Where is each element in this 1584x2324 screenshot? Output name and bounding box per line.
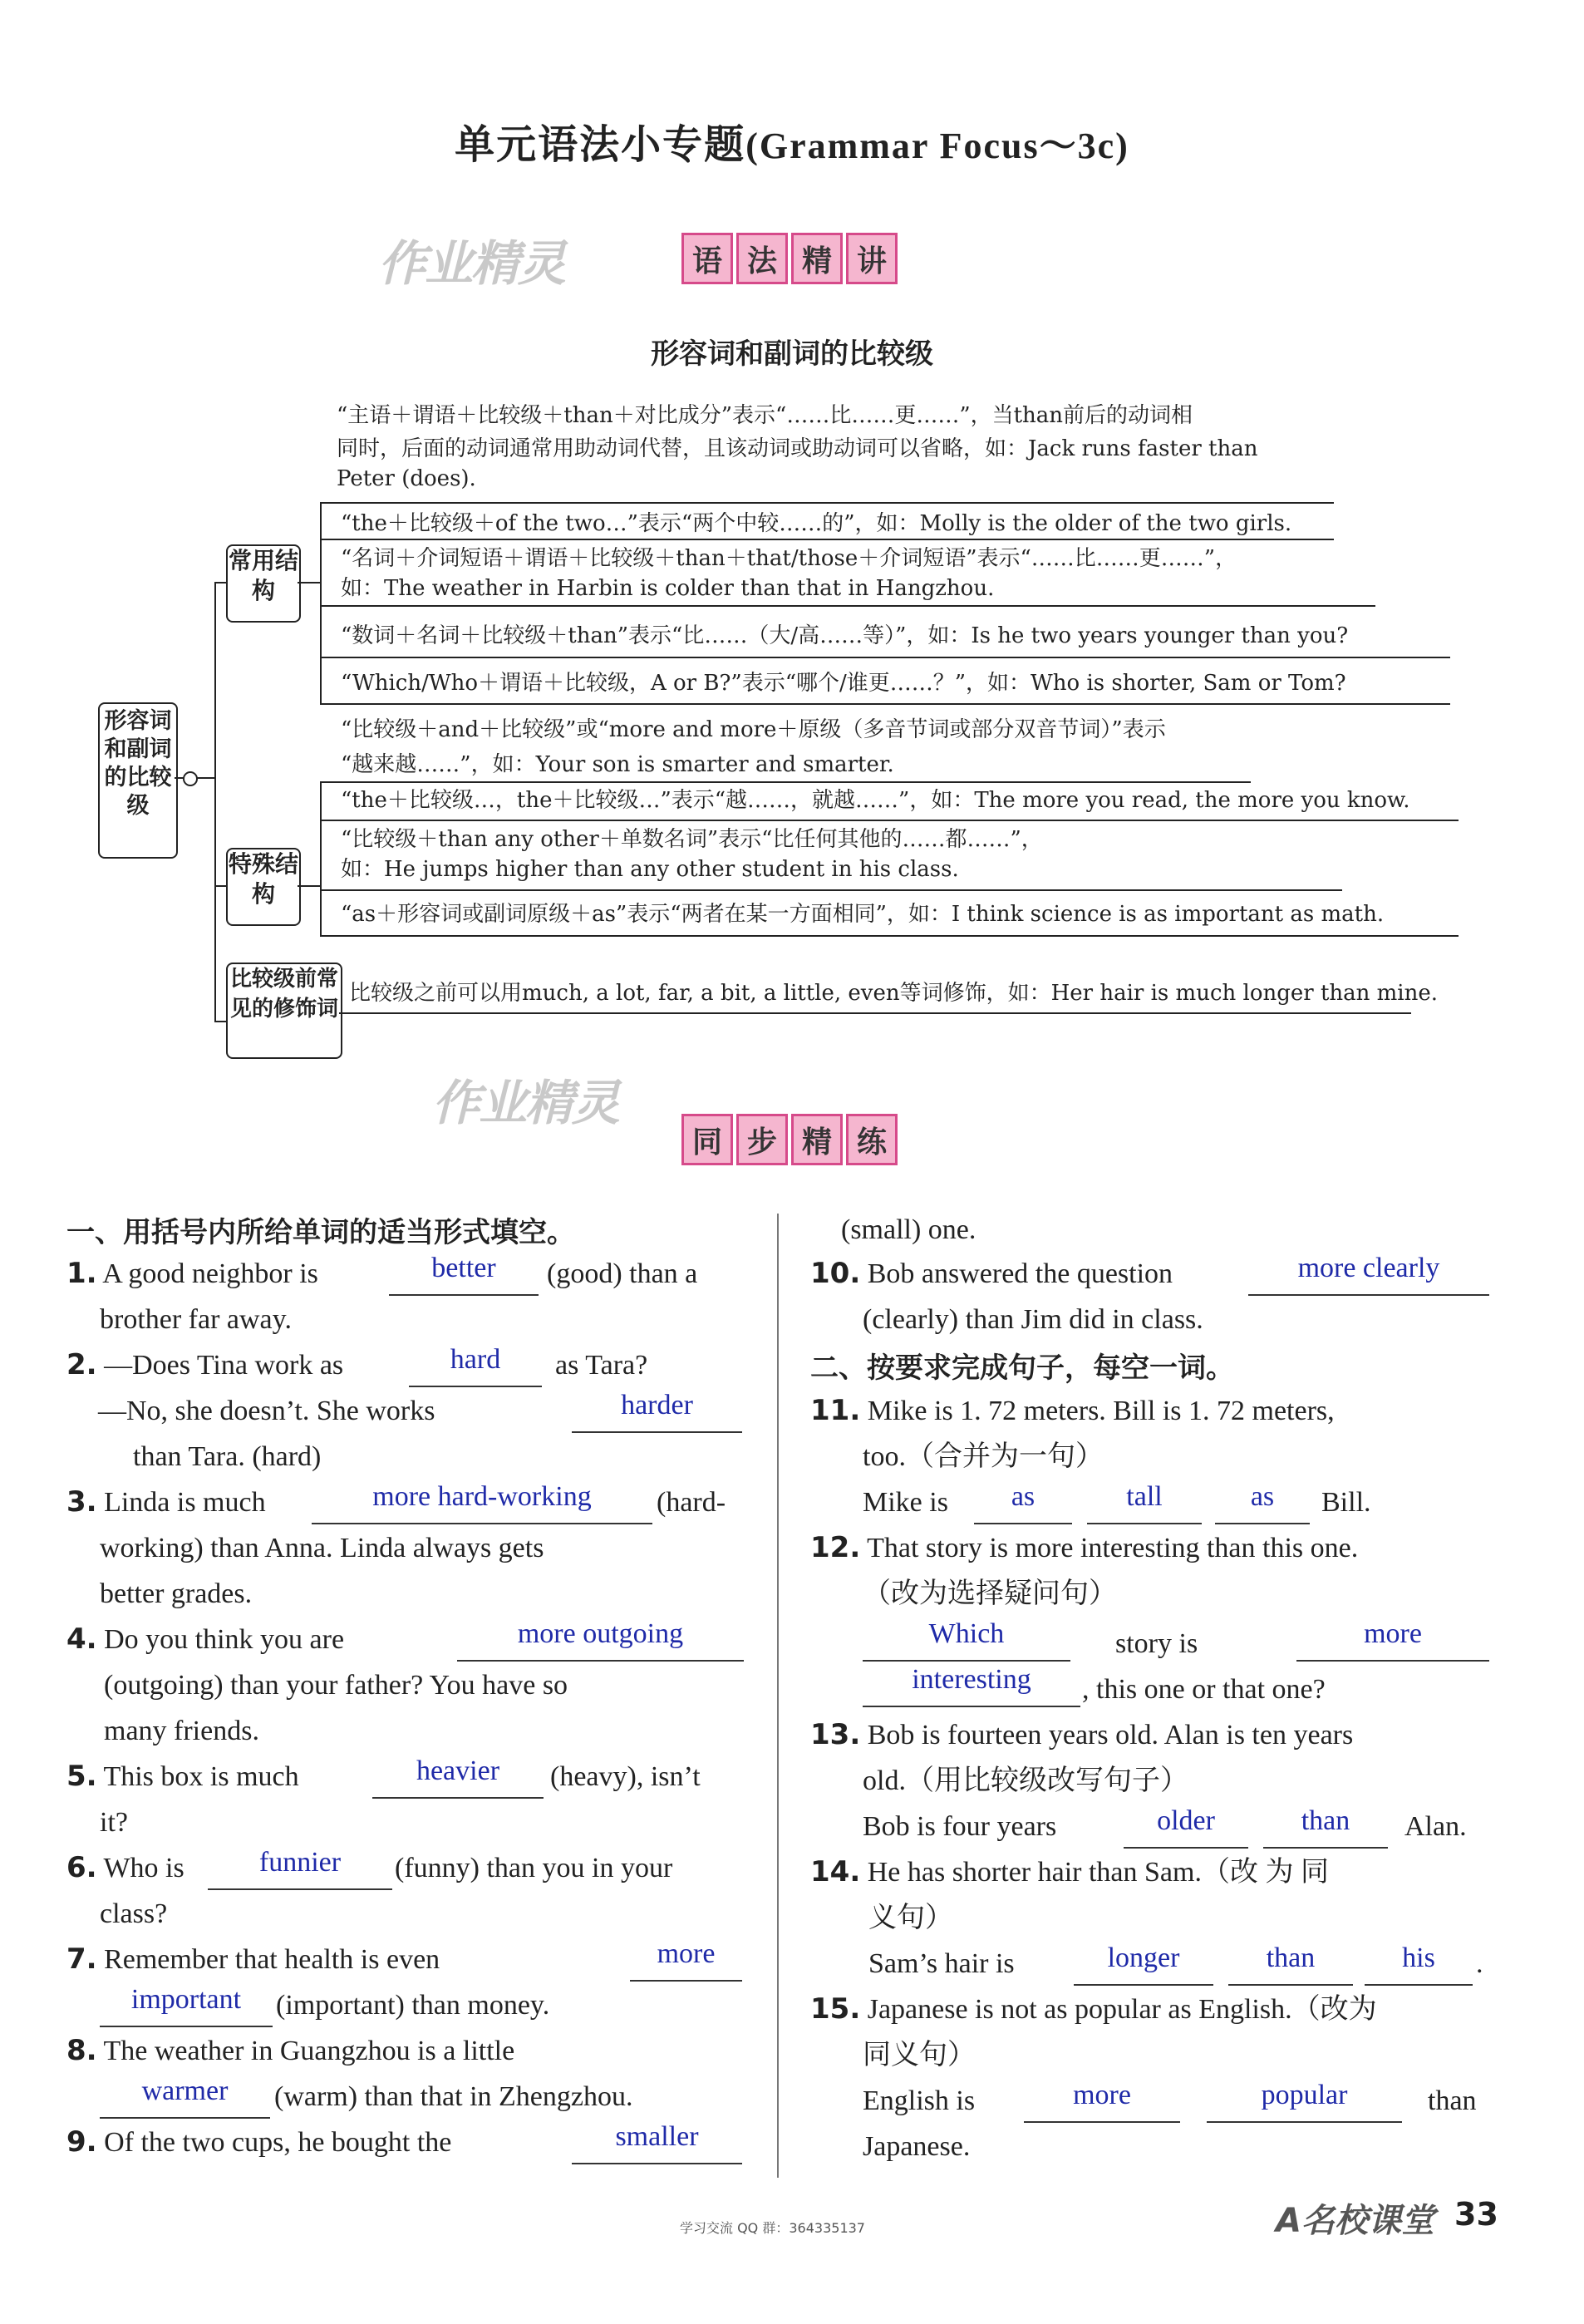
common-rule: “Which/Who＋谓语＋比较级，A or B?”表示“哪个/谁更……？”，如：Who is shorter, Sam or Tom? (341, 671, 1346, 696)
question-text: Mike is (863, 1487, 948, 1518)
question-text: (small) one. (841, 1214, 976, 1245)
question-text: (important) than money. (276, 1990, 550, 2021)
answer: more (1073, 2080, 1131, 2110)
question-text: That story is more interesting than this one. (867, 1533, 1359, 1563)
question-text: Remember that health is even (104, 1944, 440, 1975)
question-number: 1. (66, 1257, 97, 1290)
watermark-top: 作业精灵 (378, 235, 565, 292)
question-text: Alan. (1404, 1811, 1467, 1842)
question-number: 10. (810, 1257, 861, 1290)
question-text: He has shorter hair than Sam.（改 为 同 (867, 1857, 1329, 1888)
answer: more outgoing (517, 1618, 684, 1649)
common-structure-text: 常用结构 (228, 547, 298, 604)
answer: as (1011, 1481, 1036, 1512)
tag-char: 步 (736, 1114, 788, 1165)
grammar-subtitle: 形容词和副词的比较级 (651, 337, 933, 371)
answer: tall (1126, 1481, 1163, 1512)
question-number: 2. (66, 1348, 97, 1381)
question-text: Linda is much (104, 1487, 266, 1518)
question-number: 11. (810, 1394, 861, 1427)
question-number: 4. (66, 1622, 97, 1656)
question-number: 9. (66, 2125, 97, 2159)
title-english: (Grammar Focus～3c) (745, 126, 1129, 166)
tag-char: 法 (736, 233, 788, 284)
question-number: 12. (810, 1531, 861, 1564)
question-text: （改为选择疑问句） (863, 1578, 1117, 1609)
tag-char: 讲 (846, 233, 898, 284)
answer: hard (450, 1344, 501, 1375)
common-rule: “the＋比较级＋of the two…”表示“两个中较……的”，如：Molly is the older of the two girls. (341, 511, 1292, 536)
special-structure-label (226, 848, 301, 926)
part1-heading: 一、用括号内所给单词的适当形式填空。 (66, 1216, 575, 1249)
special-rule: “比较级＋than any other＋单数名词”表示“比任何其他的……都……”， (341, 827, 1043, 852)
tag-char: 语 (681, 233, 733, 284)
question-number: 6. (66, 1851, 97, 1884)
special-rule: 如：He jumps higher than any other student in his class. (341, 857, 959, 882)
question-text: Bob is fourteen years old. Alan is ten years (867, 1720, 1354, 1750)
title-chinese: 单元语法小专题 (455, 121, 746, 168)
watermark-middle: 作业精灵 (432, 1075, 619, 1131)
question-text: working) than Anna. Linda always gets (100, 1533, 544, 1563)
question-text: Japanese. (863, 2131, 971, 2162)
question-text: it? (100, 1807, 128, 1838)
question-text: Sam’s hair is (868, 1948, 1015, 1979)
answer: than (1266, 1942, 1316, 1973)
question-text: —No, she doesn’t. She works (98, 1396, 435, 1426)
answer: more hard-working (372, 1481, 592, 1512)
question-text: (warm) than that in Zhengzhou. (274, 2081, 633, 2112)
mindmap-root (98, 702, 178, 859)
question-text: (funny) than you in your (395, 1853, 673, 1883)
column-divider (777, 1214, 779, 2178)
intro-line: 同时，后面的动词通常用助动词代替，且该动词或助动词可以省略，如：Jack runs faster than (337, 436, 1258, 461)
question-text: —Does Tina work as (104, 1350, 344, 1381)
question-text: A good neighbor is (102, 1258, 318, 1289)
tag-char: 练 (846, 1114, 898, 1165)
question-text: as Tara? (555, 1350, 648, 1381)
question-number: 7. (66, 1942, 97, 1976)
answer: more clearly (1297, 1253, 1440, 1283)
modifier-label (226, 963, 342, 1059)
answer: better (431, 1253, 496, 1283)
modifier-rule: 比较级之前可以用much, a lot, far, a bit, a little, even等词修饰，如：Her hair is much longer than mine. (349, 981, 1439, 1006)
question-text: better grades. (100, 1578, 253, 1609)
tag-char: 精 (791, 233, 843, 284)
answer: than (1301, 1805, 1350, 1836)
answer: important (130, 1984, 242, 2015)
question-text: brother far away. (100, 1304, 292, 1335)
common-rule: 如：The weather in Harbin is colder than that in Hangzhou. (341, 576, 995, 601)
tag-char: 同 (681, 1114, 733, 1165)
question-number: 15. (810, 1992, 861, 2026)
question-text: This box is much (103, 1761, 299, 1792)
answer: more (1364, 1618, 1422, 1649)
question-text: class? (100, 1898, 168, 1929)
question-number: 8. (66, 2034, 97, 2067)
answer: heavier (416, 1755, 500, 1786)
question-text: 同义句） (863, 2040, 976, 2070)
special-rule: “比较级＋and＋比较级”或“more and more＋原级（多音节词或部分双音节词）”表示 (341, 717, 1166, 742)
question-text: many friends. (104, 1716, 259, 1746)
common-rule: “数词＋名词＋比较级＋than”表示“比……（大/高……等）”，如：Is he two years younger than you? (341, 623, 1349, 648)
answer: more (657, 1938, 716, 1969)
answer: longer (1107, 1942, 1180, 1973)
question-text: The weather in Guangzhou is a little (103, 2036, 515, 2066)
tag-char: 精 (791, 1114, 843, 1165)
question-number: 13. (810, 1718, 861, 1751)
intro-line: Peter (does). (337, 466, 476, 491)
practice-tag (681, 1114, 898, 1165)
common-rule: “名词＋介词短语＋谓语＋比较级＋than＋that/those＋介词短语”表示“……比……更……”， (341, 546, 1237, 571)
part2-heading: 二、按要求完成句子，每空一词。 (810, 1352, 1234, 1385)
page-number: 33 (1454, 2196, 1498, 2233)
special-structure-text: 特殊结构 (228, 850, 298, 908)
special-rule: “the＋比较级…，the＋比较级…”表示“越……，就越……”，如：The more you read, the more you know. (341, 788, 1410, 813)
question-text: Japanese is not as popular as English.（改为 (867, 1994, 1377, 2025)
question-text: Mike is 1. 72 meters. Bill is 1. 72 meters, (867, 1396, 1335, 1426)
intro-line: “主语＋谓语＋比较级＋than＋对比成分”表示“……比……更……”，当than前后的动词相 (337, 403, 1193, 428)
question-number: 5. (66, 1760, 97, 1793)
question-text: (clearly) than Jim did in class. (863, 1304, 1203, 1335)
question-text: Bob is four years (863, 1811, 1057, 1842)
question-text: too.（合并为一句） (863, 1441, 1104, 1472)
question-text: Who is (103, 1853, 184, 1883)
special-rule: “越来越……”，如：Your son is smarter and smarter. (341, 752, 894, 777)
special-rule: “as＋形容词或副词原级＋as”表示“两者在某一方面相同”，如：I think science is as important as math. (341, 902, 1385, 927)
answer: as (1250, 1481, 1275, 1512)
question-text: than (1428, 2085, 1477, 2116)
question-text: old.（用比较级改写句子） (863, 1765, 1188, 1796)
page-title (0, 112, 1584, 170)
question-text: (heavy), isn’t (550, 1761, 701, 1792)
question-text: (hard- (657, 1487, 726, 1518)
common-structure-label (226, 544, 301, 623)
question-number: 14. (810, 1855, 861, 1888)
question-text: than Tara. (hard) (133, 1441, 322, 1472)
question-text: . (1476, 1948, 1483, 1979)
question-text: Of the two cups, he bought the (104, 2127, 452, 2158)
footer-qq: 学习交流 QQ 群：364335137 (680, 2220, 865, 2236)
question-text: Do you think you are (104, 1624, 345, 1655)
question-text: Bob answered the question (867, 1258, 1173, 1289)
mindmap-root-label: 形容词和副词的比较级 (104, 708, 172, 819)
question-text: , this one or that one? (1082, 1674, 1326, 1705)
question-text: 义句） (868, 1903, 953, 1933)
question-text: (good) than a (547, 1258, 698, 1289)
question-text: (outgoing) than your father? You have so (104, 1670, 568, 1701)
question-text: English is (863, 2085, 976, 2116)
answer: interesting (912, 1664, 1031, 1695)
answer: warmer (141, 2075, 229, 2106)
answer: smaller (615, 2121, 699, 2152)
publisher-logo: A名校课堂 (1276, 2202, 1434, 2240)
question-text: Bill. (1321, 1487, 1371, 1518)
answer: popular (1261, 2080, 1348, 2110)
answer: harder (621, 1390, 693, 1420)
answer: Which (928, 1618, 1005, 1649)
modifier-text: 比较级前常见的修饰词 (229, 967, 338, 1022)
question-text: story is (1115, 1628, 1198, 1659)
answer: older (1157, 1805, 1215, 1836)
answer: funnier (258, 1847, 342, 1878)
question-number: 3. (66, 1485, 97, 1519)
answer: his (1402, 1942, 1435, 1973)
grammar-tag (681, 233, 898, 284)
